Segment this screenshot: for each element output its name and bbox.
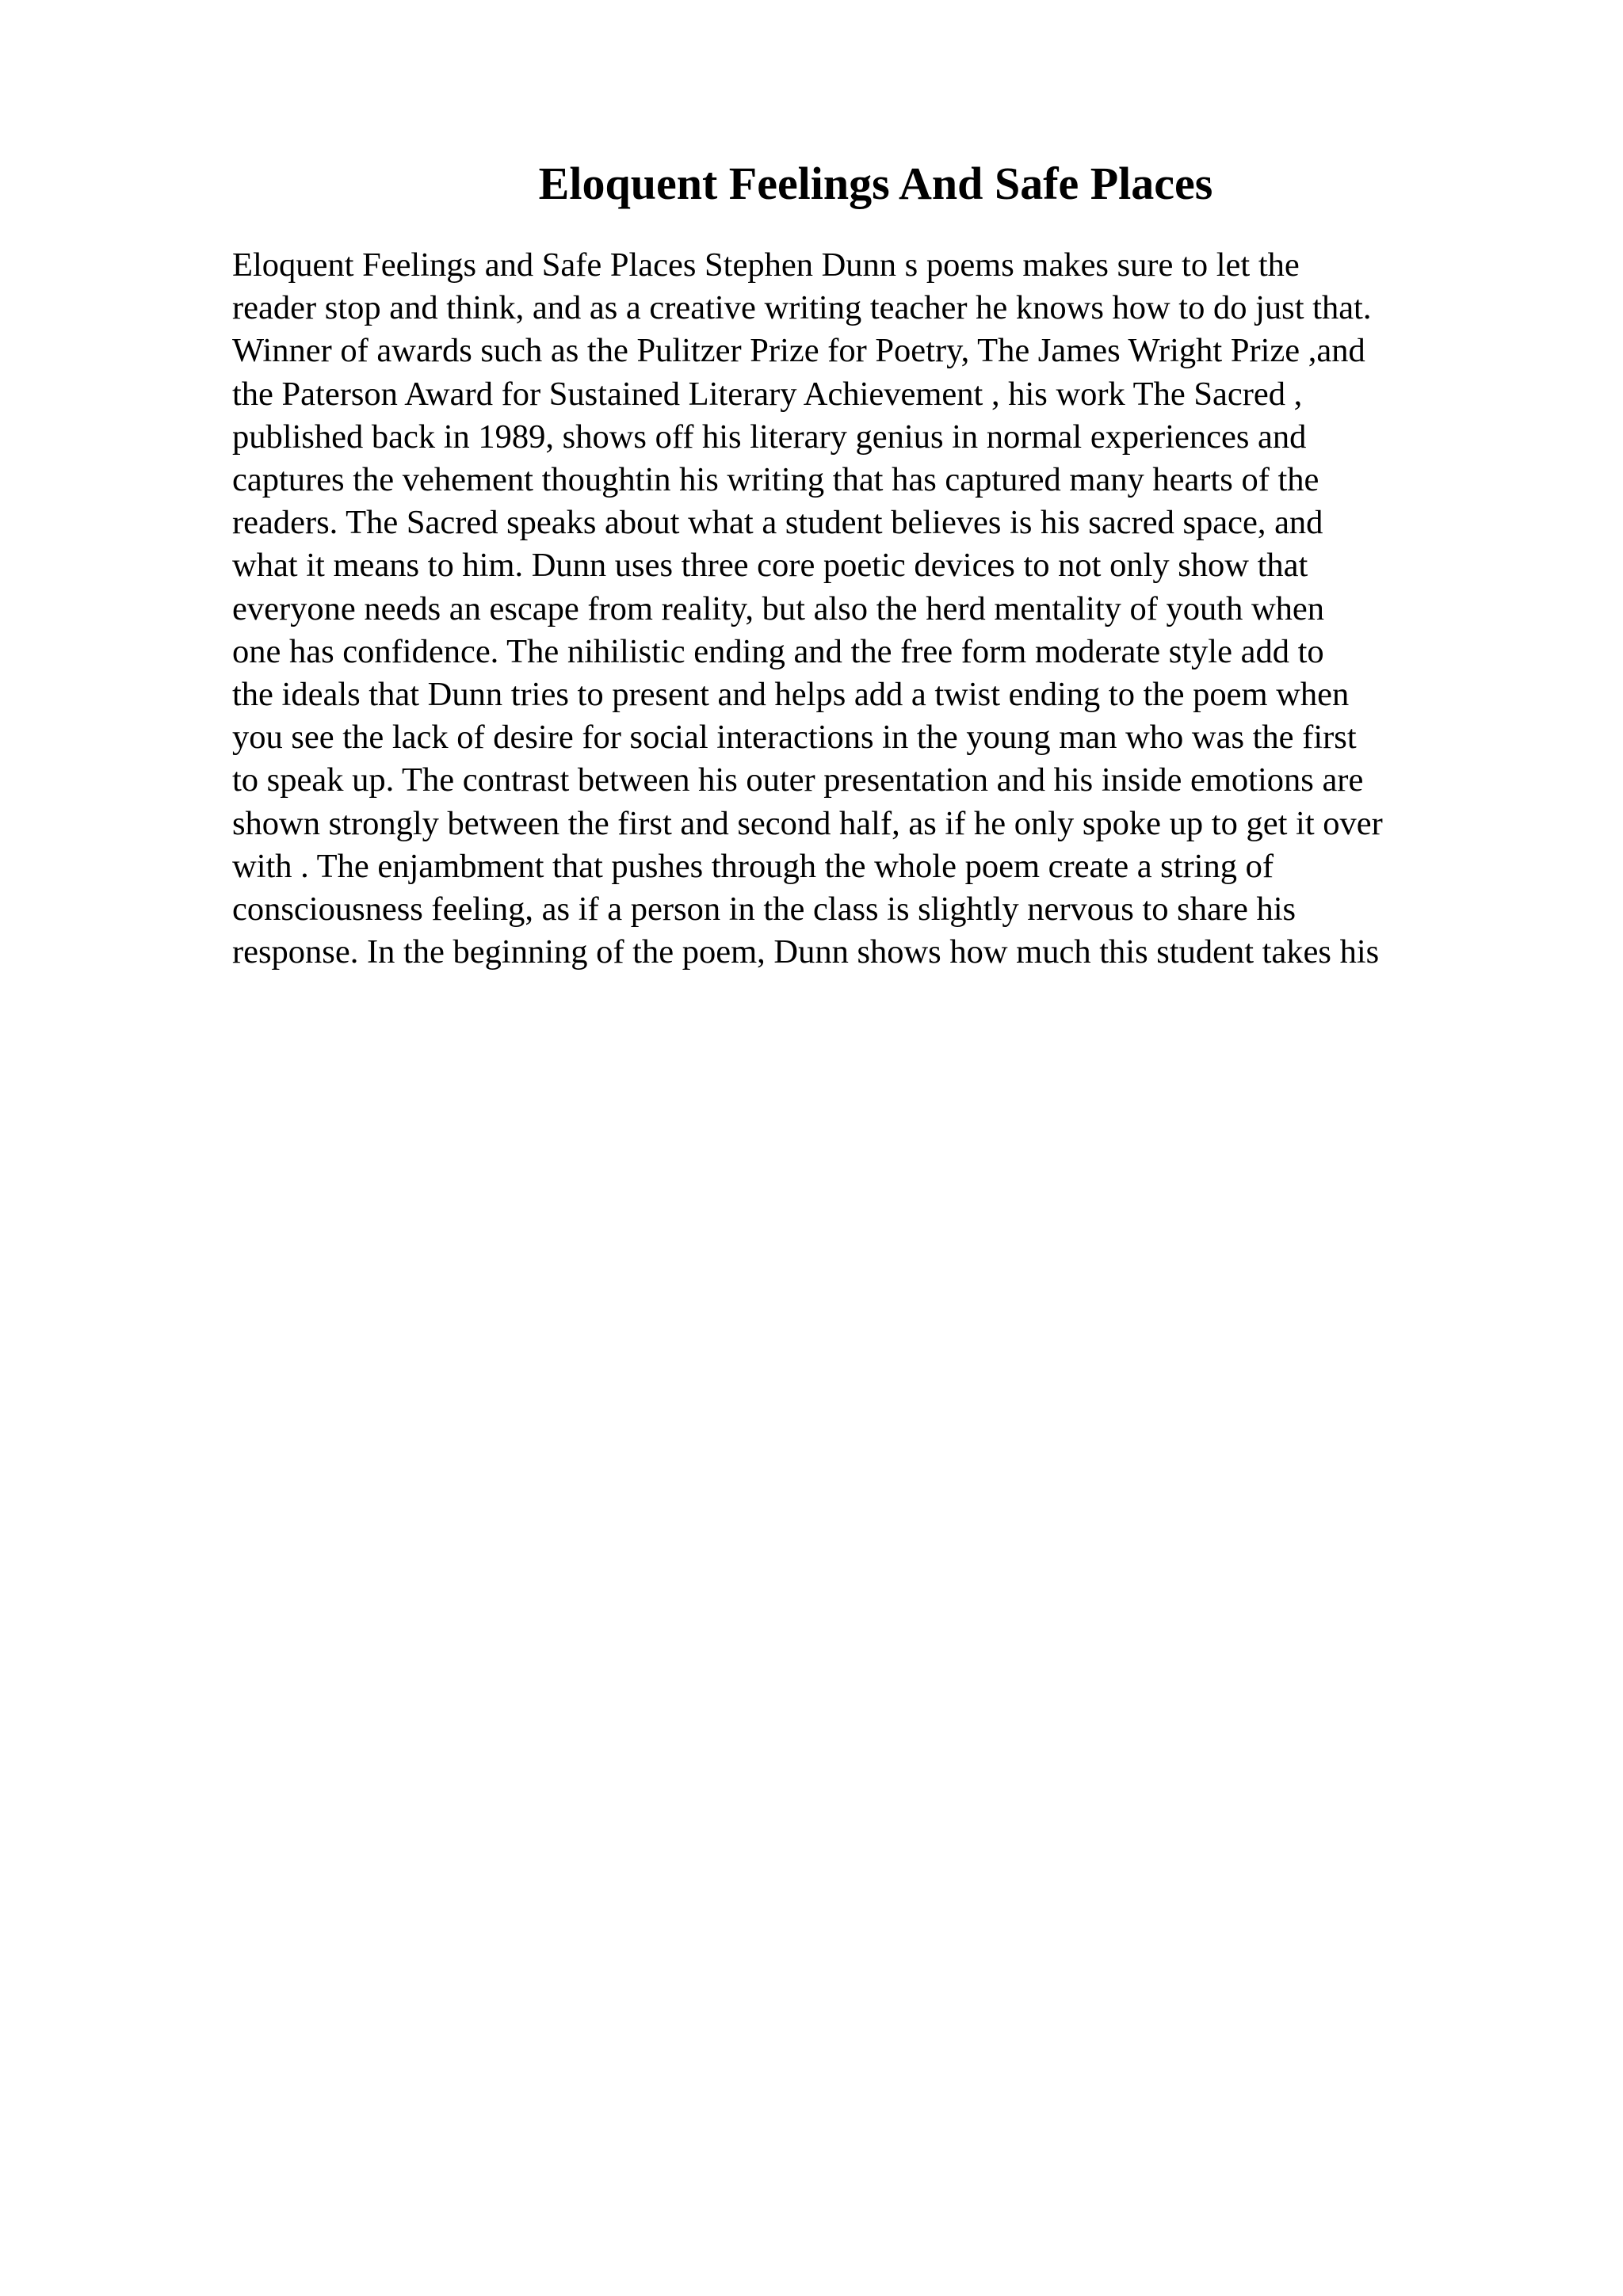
body-line: readers. The Sacred speaks about what a student believes is his sacred space, and (232, 504, 1323, 542)
body-line: the ideals that Dunn tries to present and helps add a twist ending to the poem when (232, 676, 1350, 714)
body-line: response. In the beginning of the poem, Dunn shows how much this student takes his (232, 933, 1380, 971)
body-line: to speak up. The contrast between his outer presentation and his inside emotions are (232, 761, 1364, 799)
body-line: reader stop and think, and as a creative writing teacher he knows how to do just that. (232, 289, 1372, 327)
body-line: everyone needs an escape from reality, but also the herd mentality of youth when (232, 589, 1325, 627)
body-line: Winner of awards such as the Pulitzer Prize for Poetry, The James Wright Prize ,and (232, 332, 1365, 370)
document-body (232, 244, 1516, 974)
body-line: the Paterson Award for Sustained Literary Achievement , his work The Sacred , (232, 375, 1303, 413)
body-line: captures the vehement thoughtin his writing that has captured many hearts of the (232, 461, 1319, 499)
body-line: shown strongly between the first and second half, as if he only spoke up to get it over (232, 804, 1383, 842)
body-line: consciousness feeling, as if a person in the class is slightly nervous to share his (232, 891, 1296, 929)
document-title: Eloquent Feelings And Safe Places (538, 158, 1213, 209)
body-line: published back in 1989, shows off his literary genius in normal experiences and (232, 418, 1307, 456)
body-line: with . The enjambment that pushes through the whole poem create a string of (232, 847, 1274, 885)
body-line: you see the lack of desire for social interactions in the young man who was the first (232, 719, 1357, 757)
body-line: Eloquent Feelings and Safe Places Stephen Dunn s poems makes sure to let the (232, 246, 1300, 284)
body-line: one has confidence. The nihilistic ending and the free form moderate style add to (232, 632, 1324, 670)
body-line: what it means to him. Dunn uses three core poetic devices to not only show that (232, 547, 1308, 585)
